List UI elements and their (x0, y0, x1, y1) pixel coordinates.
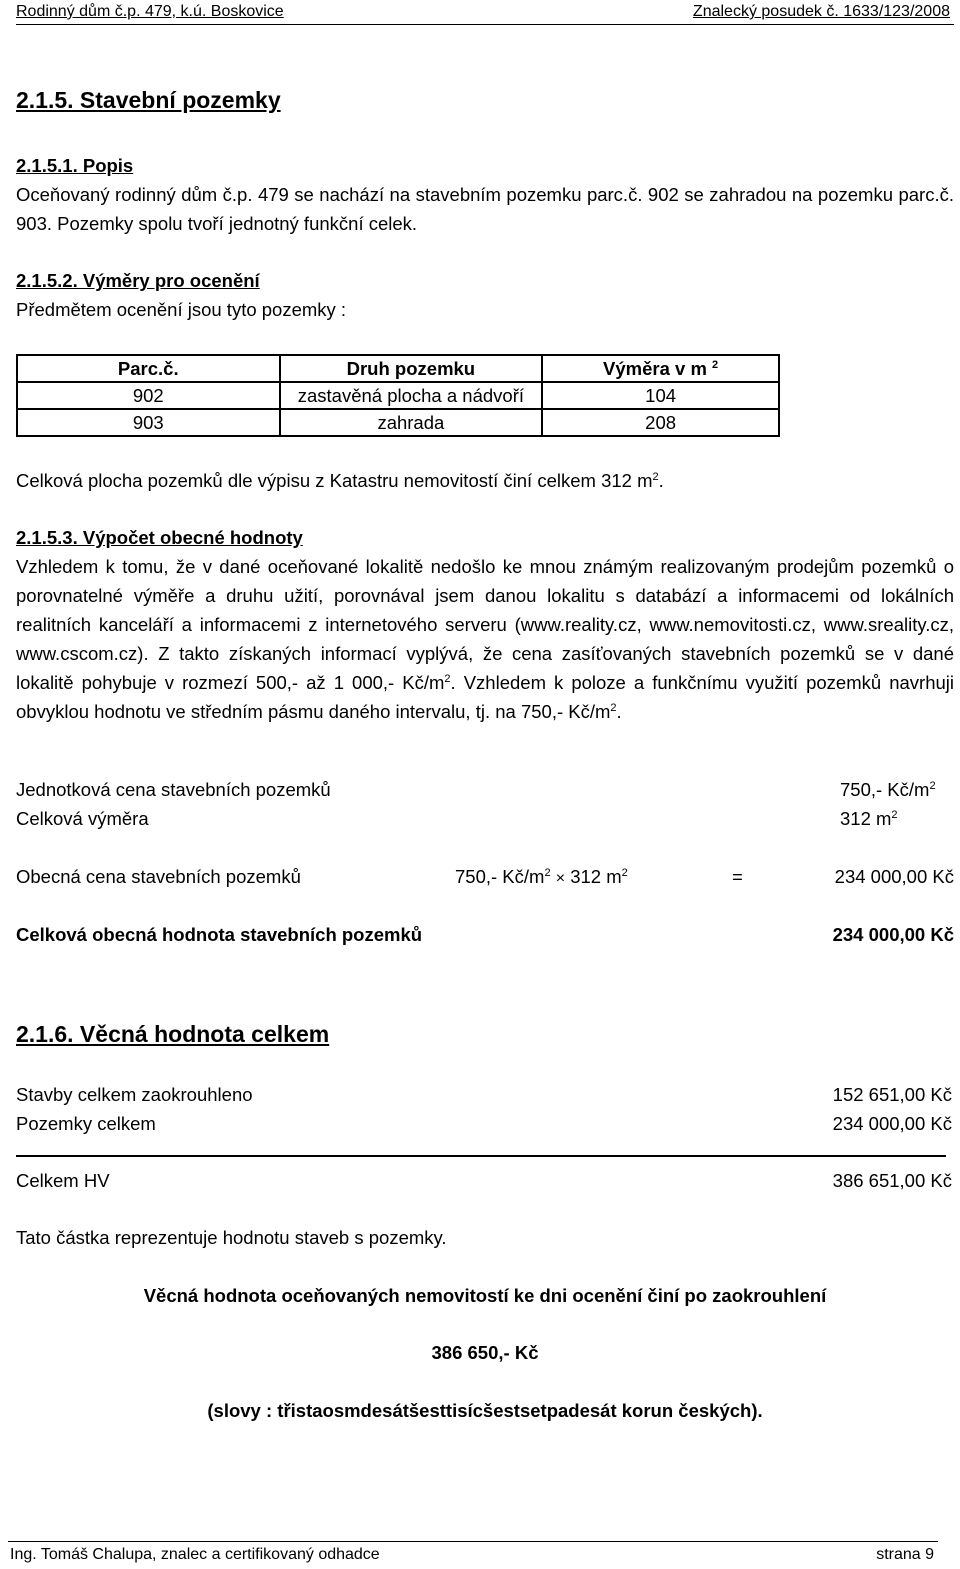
hv-label: Celkem HV (16, 1170, 110, 1191)
table-header-cell: Výměra v m $^2$ (542, 355, 779, 382)
table-cell: zahrada (280, 409, 543, 436)
hv-row (16, 1166, 954, 1195)
final-value: 386 650,- Kč (431, 1342, 539, 1363)
section-2151-text: Oceňovaný rodinný dům č.p. 479 se nachází na stavebním pozemku parc.č. 902 se zahradou na pozemku parc.č. 903. Pozemky spolu tvoří jednotný funkční celek. (16, 184, 954, 234)
section-2151-title: 2.1.5.1. Popis (16, 155, 134, 176)
unit-price-row (16, 775, 954, 804)
area-row (16, 804, 954, 833)
general-price-row (16, 862, 954, 891)
sum-divider (16, 1155, 946, 1157)
land-label: Pozemky celkem (16, 1113, 156, 1134)
total-land-row (16, 920, 954, 949)
section-2153-title: 2.1.5.3. Výpočet obecné hodnoty (16, 527, 303, 548)
general-price-equals: = (732, 866, 743, 887)
table-header-cell: Druh pozemku (280, 355, 543, 382)
total-land-label: Celková obecná hodnota stavebních pozemků (16, 924, 423, 945)
buildings-value: 152 651,00 Kč (832, 1084, 952, 1105)
area-label: Celková výměra (16, 808, 149, 829)
hv-value: 386 651,00 Kč (832, 1170, 952, 1191)
buildings-label: Stavby celkem zaokrouhleno (16, 1084, 253, 1105)
final-statement: Věcná hodnota oceňovaných nemovitostí ke dni ocenění činí po zaokrouhlení (143, 1285, 827, 1306)
general-price-calc: 750,- $Kč/m^2 \times 312$ $m^2$ (455, 866, 628, 887)
section-215-title: 2.1.5. Stavební pozemky (16, 87, 281, 113)
parcel-table (16, 354, 780, 437)
footer-left: Ing. Tomáš Chalupa, znalec a certifikovaný odhadce (10, 1546, 380, 1563)
unit-price-value: 750,- $Kč/m^2$ (840, 779, 936, 800)
general-price-label: Obecná cena stavebních pozemků (16, 866, 301, 887)
buildings-row (16, 1080, 954, 1109)
table-row (17, 409, 779, 436)
table-cell: 902 (17, 382, 280, 409)
table-cell: zastavěná plocha a nádvoří (280, 382, 543, 409)
section-2153-paragraph: Vzhledem k tomu, že v dané oceňované lokalitě nedošlo ke mnou známým realizovaným prodejům pozemků o porovnatelné výměře a druhu užití, porovnával jsem danou lokalitu s databází a informacemi od lokálních realitních kanceláří a informacemi z internetového serveru (www.reality.cz, www.nemovitosti.cz, www.sreality.cz, www.cscom.cz). Z takto získaných informací vyplývá, že cena zasíťovaných stavebních pozemků se v dané lokalitě pohybuje v rozmezí 500,- až 1 000,- $Kč/m^2$. Vzhledem k poloze a funkčnímu využití pozemků navrhuji obvyklou hodnotu ve středním pásmu daného intervalu, tj. na 750,- $Kč/m^2$. (16, 556, 954, 722)
note-text: Tato částka reprezentuje hodnotu staveb s pozemky. (16, 1227, 447, 1248)
total-land-value: 234 000,00 Kč (832, 924, 954, 945)
header-divider (16, 24, 954, 25)
table-header-row (17, 355, 779, 382)
footer-page-number: strana 9 (876, 1546, 934, 1563)
header-left: Rodinný dům č.p. 479, k.ú. Boskovice (16, 3, 284, 20)
section-2152-intro: Předmětem ocenění jsou tyto pozemky : (16, 299, 347, 320)
header-right: Znalecký posudek č. 1633/123/2008 (692, 3, 950, 20)
section-216-title: 2.1.6. Věcná hodnota celkem (16, 1021, 330, 1047)
unit-price-label: Jednotková cena stavebních pozemků (16, 779, 331, 800)
footer-divider (8, 1541, 938, 1542)
total-area-text: Celková plocha pozemků dle výpisu z Katastru nemovitostí činí celkem 312 $m^2$. (16, 470, 664, 491)
land-row (16, 1109, 954, 1138)
section-2152-title: 2.1.5.2. Výměry pro ocenění (16, 270, 260, 291)
value-in-words: (slovy : třistaosmdesátšesttisícšestsetpadesát korun českých). (207, 1400, 763, 1421)
general-price-value: 234 000,00 Kč (834, 866, 954, 887)
table-cell: 903 (17, 409, 280, 436)
table-header-cell: Parc.č. (17, 355, 280, 382)
area-value: 312 $m^2$ (840, 808, 898, 829)
table-cell: 104 (542, 382, 779, 409)
table-row (17, 382, 779, 409)
land-value: 234 000,00 Kč (832, 1113, 952, 1134)
table-cell: 208 (542, 409, 779, 436)
